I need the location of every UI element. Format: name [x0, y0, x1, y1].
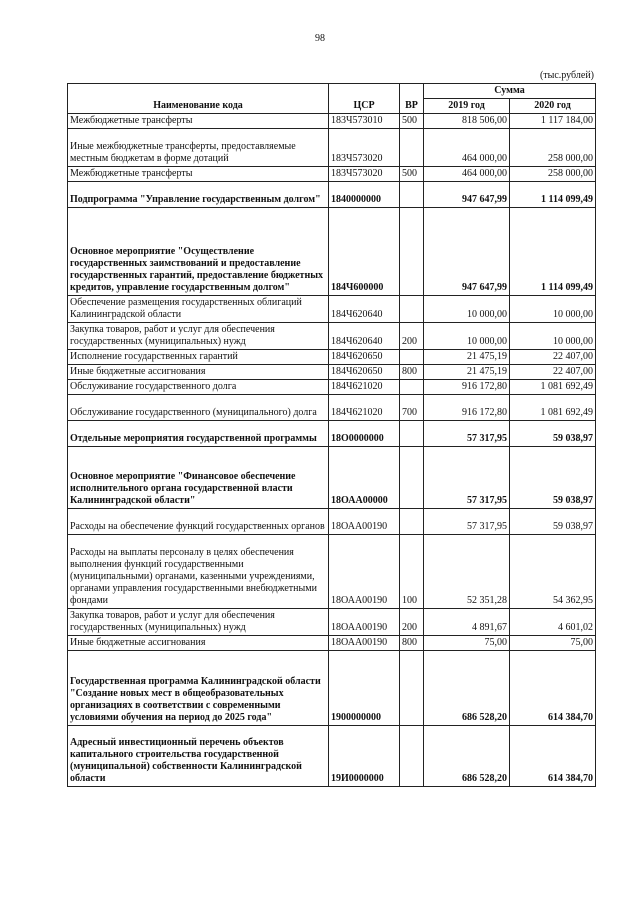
cell-2019: 52 351,28 — [424, 535, 510, 609]
cell-2020: 1 081 692,49 — [510, 395, 596, 421]
cell-csr: 184Ч621020 — [329, 395, 400, 421]
cell-2020: 10 000,00 — [510, 323, 596, 350]
cell-csr: 184Ч620650 — [329, 350, 400, 365]
table-row — [68, 651, 596, 726]
cell-2020: 1 114 099,49 — [510, 208, 596, 296]
cell-csr: 183Ч573010 — [329, 114, 400, 129]
cell-name: Закупка товаров, работ и услуг для обеспечения государственных (муниципальных) нужд — [68, 609, 329, 636]
cell-name: Иные бюджетные ассигнования — [68, 636, 329, 651]
cell-vr — [400, 421, 424, 447]
table-row — [68, 350, 596, 365]
cell-vr — [400, 651, 424, 726]
cell-2019: 10 000,00 — [424, 323, 510, 350]
cell-2019: 57 317,95 — [424, 509, 510, 535]
cell-vr — [400, 129, 424, 167]
header-vr: ВР — [400, 84, 424, 114]
cell-2019: 21 475,19 — [424, 365, 510, 380]
cell-csr: 183Ч573020 — [329, 167, 400, 182]
cell-2019: 21 475,19 — [424, 350, 510, 365]
cell-2019: 916 172,80 — [424, 395, 510, 421]
cell-2020: 75,00 — [510, 636, 596, 651]
header-year-2019: 2019 год — [424, 99, 510, 114]
cell-2019: 686 528,20 — [424, 651, 510, 726]
cell-2019: 57 317,95 — [424, 447, 510, 509]
cell-name: Государственная программа Калининградской области "Создание новых мест в общеобразовательных организациях в соответствии с современными условиями обучения на период до 2025 года" — [68, 651, 329, 726]
cell-2020: 59 038,97 — [510, 421, 596, 447]
table-body — [68, 114, 596, 787]
cell-csr: 18О0000000 — [329, 421, 400, 447]
cell-csr: 18ОАА00000 — [329, 447, 400, 509]
cell-2020: 1 117 184,00 — [510, 114, 596, 129]
cell-name: Основное мероприятие "Осуществление государственных заимствований и предоставление государственных гарантий, предоставление бюджетных кредитов, управление государственным долгом" — [68, 208, 329, 296]
cell-2020: 614 384,70 — [510, 651, 596, 726]
header-name: Наименование кода — [68, 84, 329, 114]
page-number: 98 — [315, 33, 325, 44]
table-row — [68, 365, 596, 380]
cell-2020: 22 407,00 — [510, 365, 596, 380]
cell-2019: 947 647,99 — [424, 182, 510, 208]
cell-vr — [400, 296, 424, 323]
cell-csr: 19И0000000 — [329, 726, 400, 787]
cell-2020: 54 362,95 — [510, 535, 596, 609]
table-row — [68, 535, 596, 609]
cell-name: Подпрограмма "Управление государственным долгом" — [68, 182, 329, 208]
cell-2019: 57 317,95 — [424, 421, 510, 447]
table-row — [68, 296, 596, 323]
table-row — [68, 380, 596, 395]
table-row — [68, 129, 596, 167]
cell-vr: 200 — [400, 609, 424, 636]
cell-vr: 500 — [400, 167, 424, 182]
cell-name: Межбюджетные трансферты — [68, 114, 329, 129]
cell-vr: 500 — [400, 114, 424, 129]
cell-name: Основное мероприятие "Финансовое обеспечение исполнительного органа государственной власти Калининградской области" — [68, 447, 329, 509]
cell-name: Расходы на выплаты персоналу в целях обеспечения выполнения функций государственными (муниципальными) органами, казенными учреждениями, органами управления государственными внебюджетными фондами — [68, 535, 329, 609]
cell-csr: 18ОАА00190 — [329, 636, 400, 651]
header-sum: Сумма — [424, 84, 596, 99]
cell-name: Закупка товаров, работ и услуг для обеспечения государственных (муниципальных) нужд — [68, 323, 329, 350]
table-row — [68, 609, 596, 636]
cell-2020: 614 384,70 — [510, 726, 596, 787]
table-row — [68, 167, 596, 182]
cell-2020: 258 000,00 — [510, 167, 596, 182]
header-row — [68, 84, 596, 99]
table-row — [68, 182, 596, 208]
cell-2019: 916 172,80 — [424, 380, 510, 395]
cell-2020: 1 114 099,49 — [510, 182, 596, 208]
table-row — [68, 208, 596, 296]
table-row — [68, 395, 596, 421]
cell-2020: 22 407,00 — [510, 350, 596, 365]
cell-csr: 18ОАА00190 — [329, 509, 400, 535]
cell-2020: 258 000,00 — [510, 129, 596, 167]
cell-2020: 1 081 692,49 — [510, 380, 596, 395]
cell-name: Обслуживание государственного (муниципального) долга — [68, 395, 329, 421]
cell-vr — [400, 509, 424, 535]
header-year-2020: 2020 год — [510, 99, 596, 114]
cell-2019: 464 000,00 — [424, 129, 510, 167]
budget-table — [67, 83, 596, 787]
cell-2019: 4 891,67 — [424, 609, 510, 636]
cell-vr: 800 — [400, 365, 424, 380]
cell-vr — [400, 726, 424, 787]
cell-name: Иные межбюджетные трансферты, предоставляемые местным бюджетам в форме дотаций — [68, 129, 329, 167]
cell-2020: 4 601,02 — [510, 609, 596, 636]
cell-name: Расходы на обеспечение функций государственных органов — [68, 509, 329, 535]
cell-name: Иные бюджетные ассигнования — [68, 365, 329, 380]
cell-csr: 1900000000 — [329, 651, 400, 726]
cell-name: Адресный инвестиционный перечень объектов капитального строительства государственной (муниципальной) собственности Калининградской области — [68, 726, 329, 787]
cell-vr: 100 — [400, 535, 424, 609]
cell-name: Обслуживание государственного долга — [68, 380, 329, 395]
cell-name: Межбюджетные трансферты — [68, 167, 329, 182]
cell-csr: 184Ч620640 — [329, 296, 400, 323]
table-row — [68, 323, 596, 350]
table-row — [68, 421, 596, 447]
cell-2020: 10 000,00 — [510, 296, 596, 323]
cell-vr — [400, 208, 424, 296]
cell-vr: 700 — [400, 395, 424, 421]
cell-2019: 818 506,00 — [424, 114, 510, 129]
cell-csr: 1840000000 — [329, 182, 400, 208]
cell-2019: 686 528,20 — [424, 726, 510, 787]
cell-name: Исполнение государственных гарантий — [68, 350, 329, 365]
cell-vr — [400, 350, 424, 365]
cell-2019: 10 000,00 — [424, 296, 510, 323]
cell-vr — [400, 182, 424, 208]
cell-csr: 18ОАА00190 — [329, 535, 400, 609]
cell-vr: 200 — [400, 323, 424, 350]
cell-2020: 59 038,97 — [510, 447, 596, 509]
cell-name: Отдельные мероприятия государственной программы — [68, 421, 329, 447]
table-row — [68, 636, 596, 651]
cell-2019: 464 000,00 — [424, 167, 510, 182]
cell-vr — [400, 447, 424, 509]
table-row — [68, 114, 596, 129]
table-row — [68, 509, 596, 535]
units-label: (тыс.рублей) — [539, 70, 594, 81]
cell-name: Обеспечение размещения государственных облигаций Калининградской области — [68, 296, 329, 323]
cell-csr: 18ОАА00190 — [329, 609, 400, 636]
cell-2020: 59 038,97 — [510, 509, 596, 535]
table-row — [68, 726, 596, 787]
cell-csr: 183Ч573020 — [329, 129, 400, 167]
cell-vr — [400, 380, 424, 395]
cell-csr: 184Ч620640 — [329, 323, 400, 350]
table-row — [68, 447, 596, 509]
cell-vr: 800 — [400, 636, 424, 651]
header-csr: ЦСР — [329, 84, 400, 114]
cell-csr: 184Ч620650 — [329, 365, 400, 380]
cell-2019: 947 647,99 — [424, 208, 510, 296]
cell-2019: 75,00 — [424, 636, 510, 651]
cell-csr: 184Ч621020 — [329, 380, 400, 395]
cell-csr: 184Ч600000 — [329, 208, 400, 296]
